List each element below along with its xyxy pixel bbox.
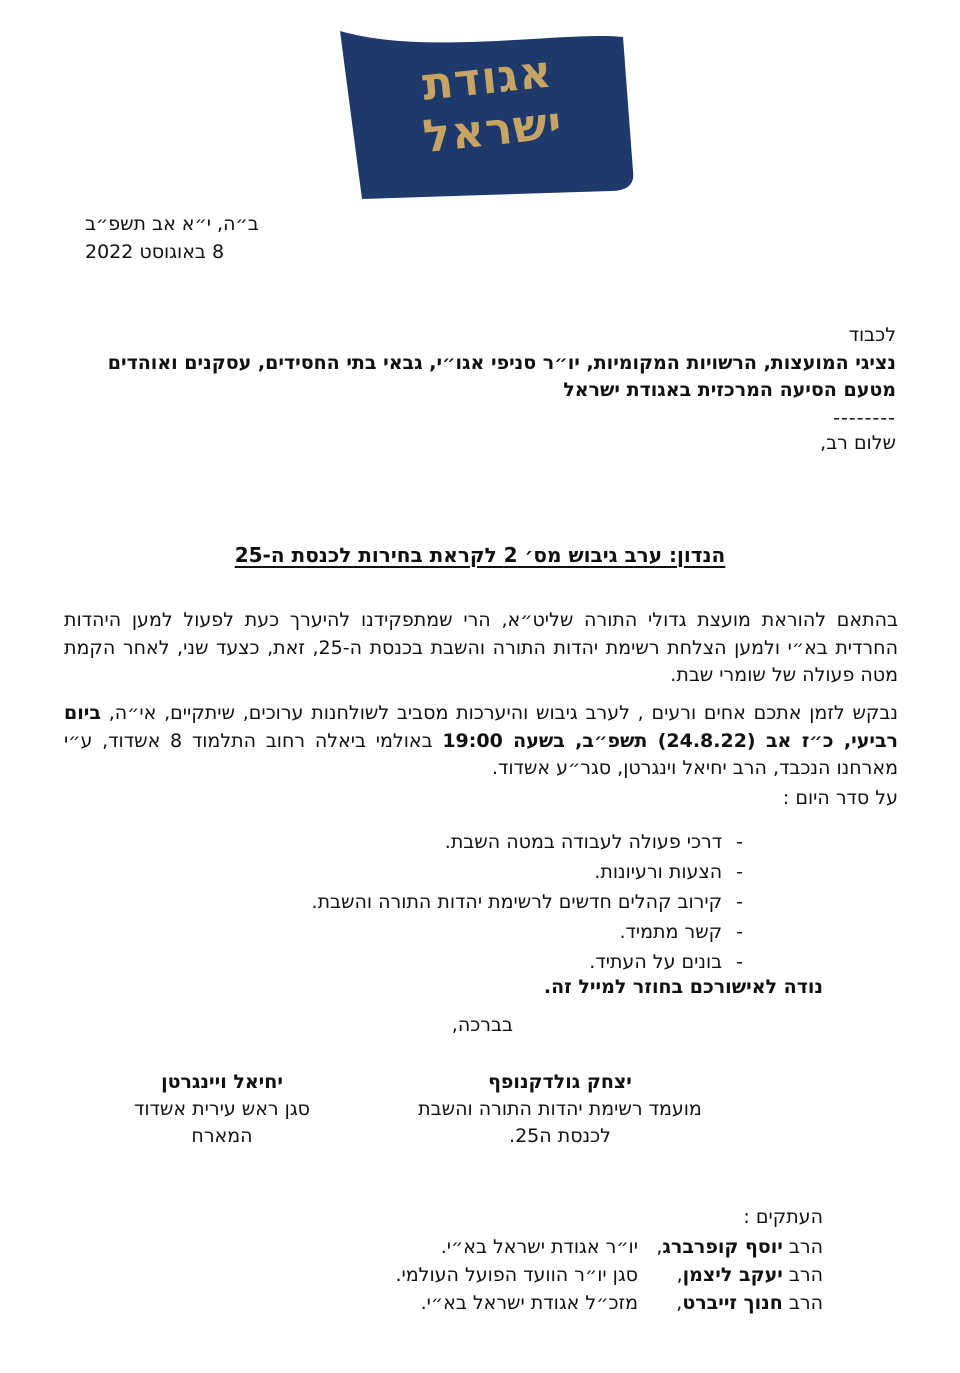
agenda-item <box>64 887 743 917</box>
agenda-item <box>64 857 743 887</box>
signatory-title-2: לכנסת ה25. <box>509 1125 611 1147</box>
signatory-title-1: מועמד רשימת יהדות התורה והשבת <box>418 1098 702 1120</box>
cc-role: סגן יו״ר הוועד הפועל העולמי. <box>395 1264 638 1286</box>
date-block <box>85 210 259 266</box>
signatory-title-1: סגן ראש עירית אשדוד <box>133 1098 311 1120</box>
cc-block <box>333 1203 823 1317</box>
subject-line <box>0 543 960 567</box>
event-datetime: ביום רביעי, כ״ז אב (24.8.22) תשפ״ב, בשעה 19:00 <box>64 702 898 752</box>
agenda-item <box>64 917 743 947</box>
bullet-dash: - <box>736 921 743 943</box>
agenda-heading: על סדר היום : <box>782 787 898 809</box>
cc-role: מזכ״ל אגודת ישראל בא״י. <box>420 1292 638 1314</box>
agenda-item <box>64 947 743 977</box>
cc-name: הרב יוסף קופרברג, <box>656 1236 823 1258</box>
addressee-block <box>64 322 896 432</box>
agenda-item-text: בונים על העתיד. <box>589 951 723 973</box>
agenda-item-text: הצעות ורעיונות. <box>594 861 723 883</box>
signature-block-goldknopf <box>395 1069 725 1150</box>
cc-row <box>333 1289 823 1317</box>
addressee-line-1: נציגי המועצות, הרשויות המקומיות, יו״ר סניפי אגו״י, גבאי בתי החסידים, עסקנים ואוהדים <box>107 351 896 374</box>
logo-word-top: אגודת <box>419 44 555 111</box>
bullet-dash: - <box>736 951 743 973</box>
agenda-list <box>64 827 743 977</box>
agenda-item-text: קירוב קהלים חדשים לרשימת יהדות התורה והשבת. <box>311 891 723 913</box>
signature-block-weingarten <box>72 1069 372 1150</box>
cc-label: העתקים : <box>743 1206 823 1228</box>
to-label: לכבוד <box>848 324 896 346</box>
subject-text: הנדון: ערב גיבוש מס׳ 2 לקראת בחירות לכנסת ה-25 <box>234 543 726 567</box>
paragraph-2 <box>64 700 898 783</box>
rsvp-line: נודה לאישורכם בחוזר למייל זה. <box>543 976 823 998</box>
addressee-line-2: מטעם הסיעה המרכזית באגודת ישראל <box>563 379 896 401</box>
paragraph-2-end: באולמי ביאלה רחוב התלמוד 8 אשדוד, ע״י מארחנו הנכבד, הרב יחיאל וינגרטן, סגר״ע אשדוד. <box>64 729 898 779</box>
agenda-item-text: קשר מתמיד. <box>619 921 723 943</box>
agenda-item-text: דרכי פעולה לעבודה במטה השבת. <box>444 831 723 853</box>
cc-row <box>333 1233 823 1261</box>
cc-name: הרב יעקב ליצמן, <box>676 1264 823 1286</box>
hebrew-date: ב״ה, י״א אב תשפ״ב <box>85 213 259 235</box>
signatory-name: יחיאל ויינגרטן <box>161 1071 283 1093</box>
cc-role: יו״ר אגודת ישראל בא״י. <box>440 1236 638 1258</box>
greeting: שלום רב, <box>820 432 896 454</box>
logo-word-bottom: ישראל <box>420 95 565 164</box>
cc-name: הרב חנוך זייברט, <box>676 1292 823 1314</box>
bullet-dash: - <box>736 861 743 883</box>
bullet-dash: - <box>736 831 743 853</box>
cc-row <box>333 1261 823 1289</box>
closing-salutation: בברכה, <box>451 1014 513 1036</box>
separator-dashes: -------- <box>833 406 896 429</box>
agudat-yisrael-logo <box>339 24 641 200</box>
agenda-item <box>64 827 743 857</box>
bullet-dash: - <box>736 891 743 913</box>
gregorian-date: 8 באוגוסט 2022 <box>85 241 225 263</box>
paragraph-2-start: נבקש לזמן אתכם אחים ורעים , לערב גיבוש והיערכות מסביב לשולחנות ערוכים, שיתקיים, אי״ה, <box>100 702 898 724</box>
signatory-title-2: המארח <box>191 1125 253 1147</box>
signatory-name: יצחק גולדקנופף <box>488 1071 632 1093</box>
paragraph-1: בהתאם להוראת מועצת גדולי התורה שליט״א, הרי שמתפקידנו להיערך כעת לפעול למען היהדות החרדית בא״י ולמען הצלחת רשימת יהדות התורה והשבת בכנסת ה-25, זאת, כצעד שני, לאחר הקמת מטה פעולה של שומרי שבת. <box>64 609 898 686</box>
